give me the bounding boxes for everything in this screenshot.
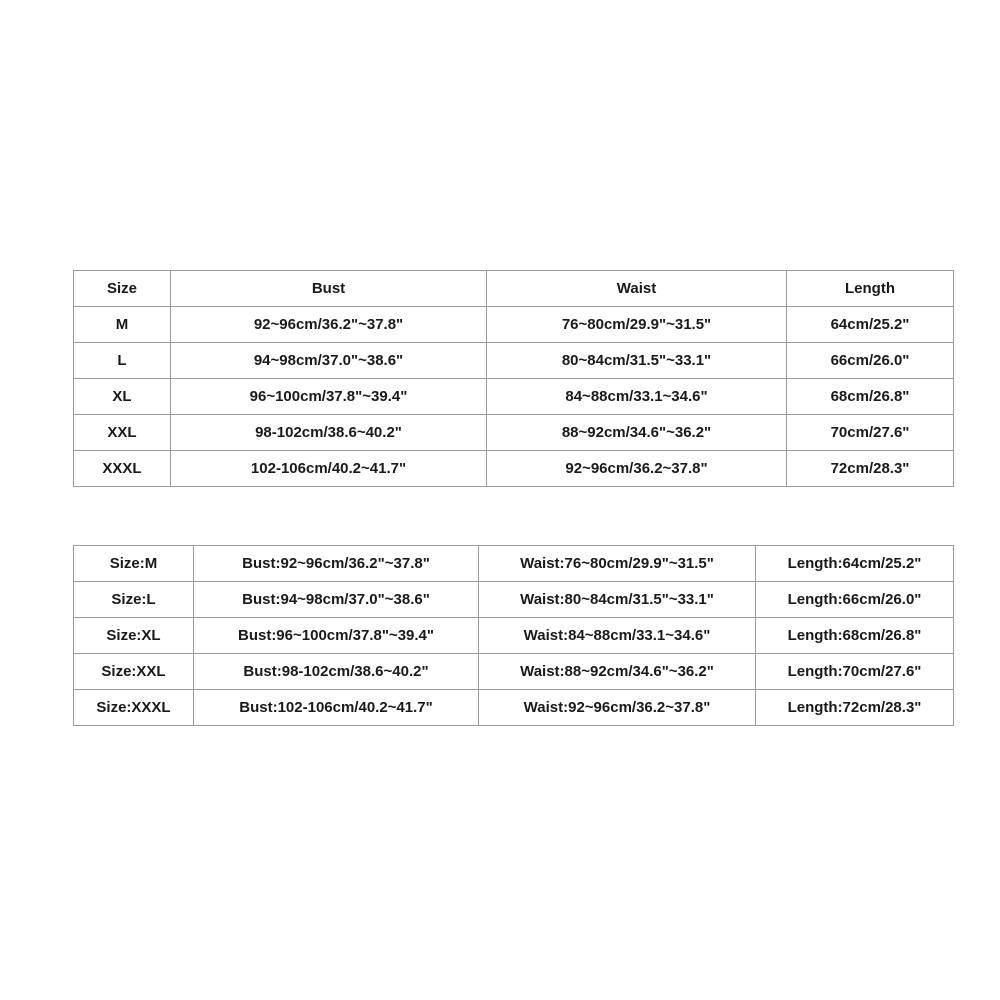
table-row — [74, 343, 954, 379]
cell-length: 70cm/27.6" — [787, 415, 954, 451]
cell-length: Length:68cm/26.8" — [756, 618, 954, 654]
cell-length: Length:72cm/28.3" — [756, 690, 954, 726]
cell-length: Length:66cm/26.0" — [756, 582, 954, 618]
table-header-row — [74, 271, 954, 307]
cell-size: XXXL — [74, 451, 171, 487]
cell-length: 72cm/28.3" — [787, 451, 954, 487]
table-row — [74, 618, 954, 654]
cell-size: Size:XL — [74, 618, 194, 654]
cell-length: 66cm/26.0" — [787, 343, 954, 379]
cell-waist: Waist:84~88cm/33.1~34.6" — [479, 618, 756, 654]
cell-size: Size:M — [74, 546, 194, 582]
cell-length: 64cm/25.2" — [787, 307, 954, 343]
table-row — [74, 582, 954, 618]
cell-size: XXL — [74, 415, 171, 451]
header-size: Size — [74, 271, 171, 307]
cell-length: 68cm/26.8" — [787, 379, 954, 415]
cell-bust: Bust:92~96cm/36.2"~37.8" — [194, 546, 479, 582]
table-row — [74, 415, 954, 451]
cell-size: Size:XXXL — [74, 690, 194, 726]
table-row — [74, 546, 954, 582]
cell-bust: 94~98cm/37.0"~38.6" — [171, 343, 487, 379]
cell-waist: 76~80cm/29.9"~31.5" — [487, 307, 787, 343]
cell-bust: Bust:102-106cm/40.2~41.7" — [194, 690, 479, 726]
cell-bust: Bust:94~98cm/37.0"~38.6" — [194, 582, 479, 618]
table-row — [74, 451, 954, 487]
table-row — [74, 379, 954, 415]
cell-size: M — [74, 307, 171, 343]
cell-bust: 96~100cm/37.8"~39.4" — [171, 379, 487, 415]
cell-waist: Waist:80~84cm/31.5"~33.1" — [479, 582, 756, 618]
cell-waist: Waist:76~80cm/29.9"~31.5" — [479, 546, 756, 582]
cell-bust: 102-106cm/40.2~41.7" — [171, 451, 487, 487]
cell-waist: 84~88cm/33.1~34.6" — [487, 379, 787, 415]
size-chart-table-labeled — [73, 545, 954, 726]
cell-waist: Waist:92~96cm/36.2~37.8" — [479, 690, 756, 726]
header-waist: Waist — [487, 271, 787, 307]
table-row — [74, 690, 954, 726]
cell-bust: Bust:96~100cm/37.8"~39.4" — [194, 618, 479, 654]
cell-size: Size:L — [74, 582, 194, 618]
cell-length: Length:70cm/27.6" — [756, 654, 954, 690]
header-bust: Bust — [171, 271, 487, 307]
cell-size: XL — [74, 379, 171, 415]
table-row — [74, 307, 954, 343]
cell-waist: 80~84cm/31.5"~33.1" — [487, 343, 787, 379]
cell-waist: 88~92cm/34.6"~36.2" — [487, 415, 787, 451]
table-row — [74, 654, 954, 690]
cell-size: L — [74, 343, 171, 379]
header-length: Length — [787, 271, 954, 307]
cell-waist: Waist:88~92cm/34.6"~36.2" — [479, 654, 756, 690]
cell-size: Size:XXL — [74, 654, 194, 690]
cell-length: Length:64cm/25.2" — [756, 546, 954, 582]
cell-bust: 92~96cm/36.2"~37.8" — [171, 307, 487, 343]
size-chart-table-columns — [73, 270, 954, 487]
cell-bust: 98-102cm/38.6~40.2" — [171, 415, 487, 451]
cell-bust: Bust:98-102cm/38.6~40.2" — [194, 654, 479, 690]
cell-waist: 92~96cm/36.2~37.8" — [487, 451, 787, 487]
